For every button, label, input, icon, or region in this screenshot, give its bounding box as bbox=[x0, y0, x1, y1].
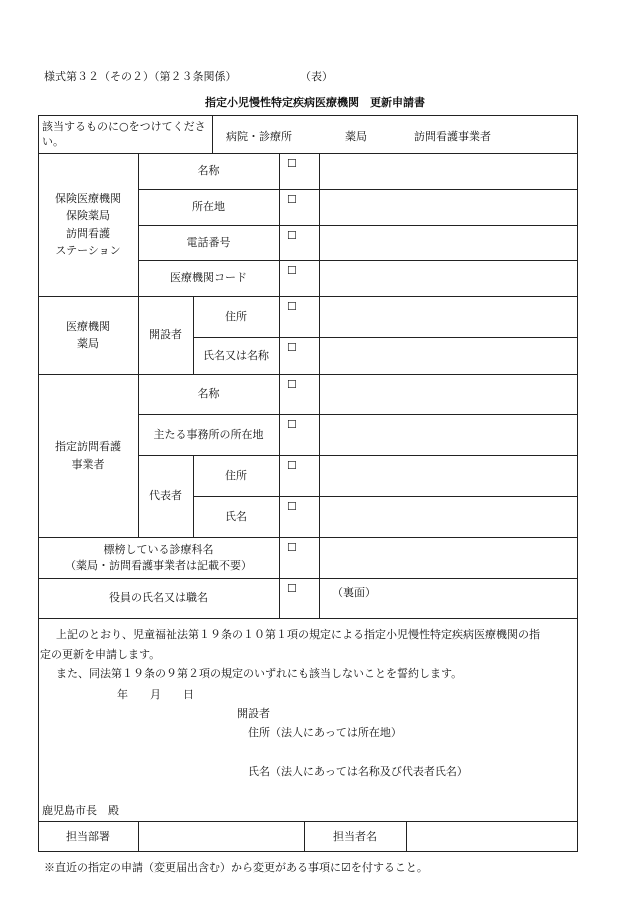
departments-label-line2: （薬局・訪問看護事業者は記載不要） bbox=[65, 558, 252, 572]
declaration-line1: 上記のとおり、児童福祉法第１９条の１０第１項の規定による指定小児慢性特定疾病医療機関の指 bbox=[56, 628, 540, 641]
declaration-line2: 定の更新を申請します。 bbox=[40, 648, 161, 661]
person-in-charge-label: 担当者名 bbox=[333, 829, 377, 843]
date-day: 日 bbox=[183, 688, 194, 701]
department-field[interactable] bbox=[139, 822, 304, 851]
applicant-label: 開設者 bbox=[237, 707, 270, 720]
value-field[interactable] bbox=[320, 261, 577, 296]
department-label: 担当部署 bbox=[66, 829, 110, 843]
section1-group-line: 訪問看護 bbox=[66, 226, 110, 240]
value-field[interactable] bbox=[320, 338, 577, 374]
section2-group-line: 医療機関 bbox=[66, 319, 110, 333]
value-field[interactable] bbox=[320, 190, 577, 225]
applicant-name-label: 氏名（法人にあっては名称及び代表者氏名） bbox=[248, 765, 468, 778]
applicant-address-label: 住所（法人にあっては所在地） bbox=[248, 726, 402, 739]
change-checkbox[interactable]: ☐ bbox=[287, 264, 297, 277]
representative-address-label: 住所 bbox=[225, 468, 247, 482]
footnote: ※直近の指定の申請（変更届出含む）から変更がある事項に☑を付すること。 bbox=[44, 861, 428, 874]
change-checkbox[interactable]: ☐ bbox=[287, 582, 297, 595]
value-field[interactable] bbox=[320, 497, 577, 537]
section1-group-label bbox=[38, 153, 138, 296]
side-indicator: （表） bbox=[300, 70, 333, 83]
date-month: 月 bbox=[150, 688, 161, 701]
change-checkbox[interactable]: ☐ bbox=[287, 378, 297, 391]
representative-name-label: 氏名 bbox=[225, 509, 247, 523]
change-checkbox[interactable]: ☐ bbox=[287, 541, 297, 554]
change-checkbox[interactable]: ☐ bbox=[287, 157, 297, 170]
departments-label bbox=[38, 537, 279, 578]
officers-value: （裏面） bbox=[332, 586, 376, 599]
departments-label-line1: 標榜している診療科名 bbox=[103, 542, 214, 556]
representative-label: 代表者 bbox=[149, 489, 182, 503]
field-label-name: 名称 bbox=[197, 164, 220, 178]
option-visiting-nursing[interactable]: 訪問看護事業者 bbox=[414, 130, 491, 143]
field-label-phone: 電話番号 bbox=[186, 235, 231, 249]
section2-group-label bbox=[38, 296, 138, 374]
value-field[interactable] bbox=[320, 154, 577, 189]
field-label-address: 所在地 bbox=[192, 200, 225, 214]
value-field[interactable] bbox=[320, 538, 577, 578]
change-checkbox[interactable]: ☐ bbox=[287, 500, 297, 513]
main-office-address-label: 主たる事務所の所在地 bbox=[153, 427, 264, 441]
section3-group-label bbox=[38, 374, 138, 537]
form-number: 様式第３２（その２）（第２３条関係） bbox=[44, 70, 237, 83]
declaration-line3: また、同法第１９条の９第２項の規定のいずれにも該当しないことを誓約します。 bbox=[56, 667, 463, 680]
option-pharmacy[interactable]: 薬局 bbox=[345, 130, 367, 143]
section1-group-line: ステーション bbox=[55, 243, 121, 257]
founder-address-label: 住所 bbox=[225, 309, 247, 323]
type-instruction: 該当するものに○をつけてください。 bbox=[42, 119, 206, 148]
document-title: 指定小児慢性特定疾病医療機関 更新申請書 bbox=[205, 96, 425, 109]
change-checkbox[interactable]: ☐ bbox=[287, 193, 297, 206]
section3-group-line: 指定訪問看護 bbox=[55, 440, 121, 454]
change-checkbox[interactable]: ☐ bbox=[287, 418, 297, 431]
provider-name-label: 名称 bbox=[197, 387, 220, 401]
section1-group-line: 保険医療機関 bbox=[55, 192, 121, 206]
value-field[interactable] bbox=[320, 415, 577, 455]
section2-group-line: 薬局 bbox=[77, 337, 99, 350]
change-checkbox[interactable]: ☐ bbox=[287, 229, 297, 242]
value-field[interactable] bbox=[320, 297, 577, 337]
option-hospital-clinic[interactable]: 病院・診療所 bbox=[226, 130, 292, 143]
section1-group-line: 保険薬局 bbox=[66, 209, 110, 223]
date-year: 年 bbox=[117, 688, 128, 701]
founder-name-label: 氏名又は名称 bbox=[203, 348, 269, 362]
change-checkbox[interactable]: ☐ bbox=[287, 459, 297, 472]
field-label-institution-code: 医療機関コード bbox=[170, 271, 247, 285]
change-checkbox[interactable]: ☐ bbox=[287, 300, 297, 313]
value-field[interactable] bbox=[320, 456, 577, 496]
change-checkbox[interactable]: ☐ bbox=[287, 341, 297, 354]
person-in-charge-field[interactable] bbox=[407, 822, 577, 851]
value-field[interactable] bbox=[320, 226, 577, 260]
value-field[interactable] bbox=[320, 375, 577, 414]
section3-group-line: 事業者 bbox=[71, 457, 105, 471]
founder-label: 開設者 bbox=[149, 328, 182, 342]
addressee: 鹿児島市長 殿 bbox=[42, 804, 119, 817]
officers-label: 役員の氏名又は職名 bbox=[109, 591, 208, 605]
